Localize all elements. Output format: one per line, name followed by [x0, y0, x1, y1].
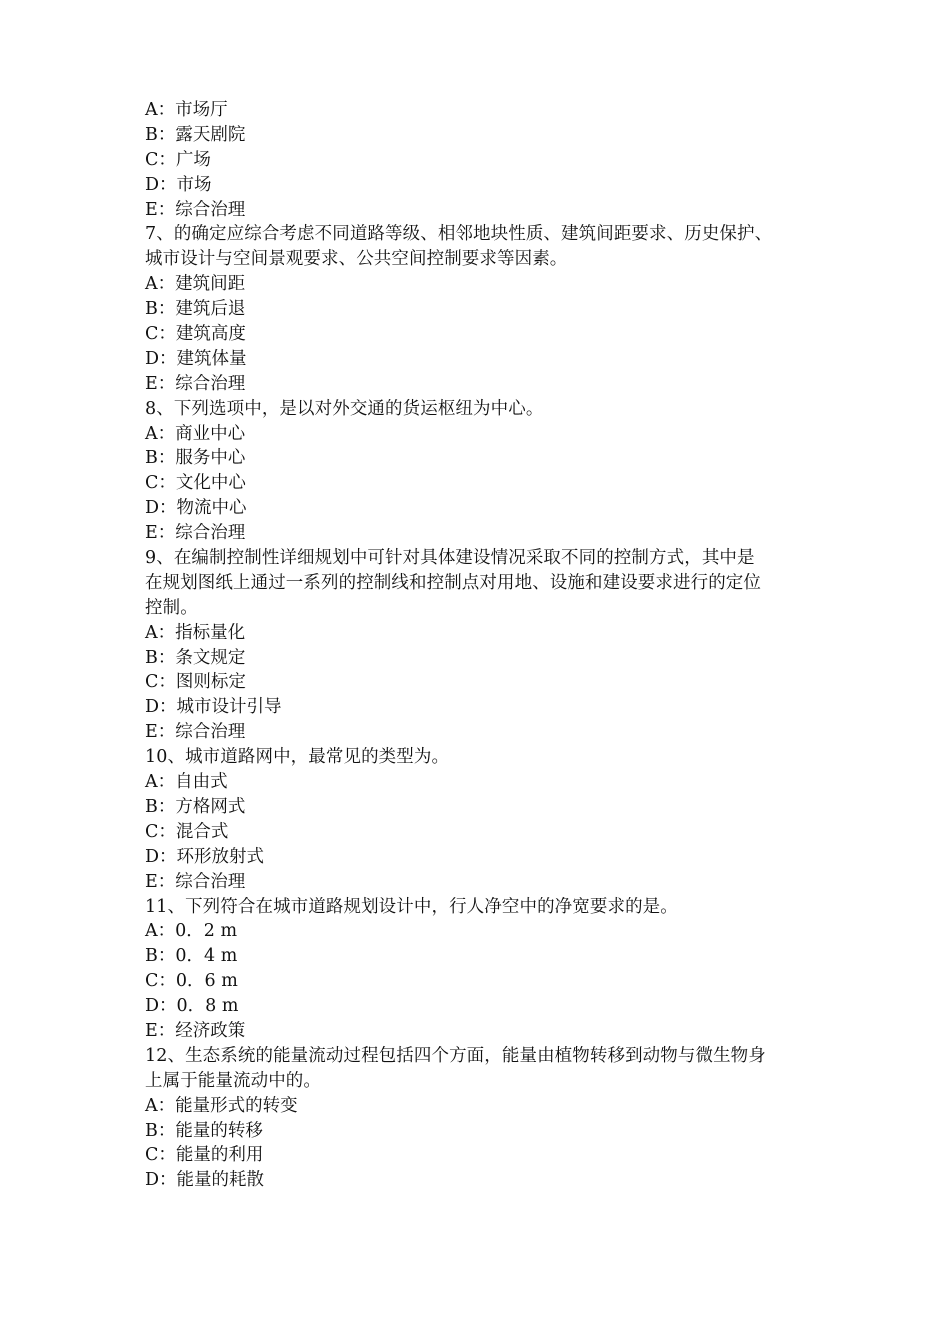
text-line: D：城市设计引导	[145, 697, 282, 718]
answer-option	[145, 123, 810, 148]
text-line: E：经济政策	[145, 1020, 246, 1041]
answer-option	[145, 322, 810, 347]
question-text	[145, 745, 810, 770]
text-line: B：露天剧院	[145, 124, 246, 145]
answer-option	[145, 173, 810, 198]
text-line: D：市场	[145, 174, 212, 195]
text-line: 上属于能量流动中的。	[145, 1070, 321, 1091]
text-line: A：建筑间距	[145, 274, 246, 295]
answer-option	[145, 1168, 810, 1193]
answer-option	[145, 870, 810, 895]
answer-option	[145, 944, 810, 969]
answer-option	[145, 1094, 810, 1119]
text-line: E：综合治理	[145, 523, 246, 544]
answer-option	[145, 471, 810, 496]
answer-option	[145, 297, 810, 322]
answer-option	[145, 621, 810, 646]
text-line: D：建筑体量	[145, 348, 247, 369]
answer-option	[145, 372, 810, 397]
text-line: C：图则标定	[145, 672, 246, 693]
text-line: 8、下列选项中，是以对外交通的货运枢纽为中心。	[145, 398, 544, 419]
text-line: D：能量的耗散	[145, 1170, 265, 1191]
text-line: E：综合治理	[145, 199, 246, 220]
text-line: A：自由式	[145, 772, 228, 793]
answer-option	[145, 1019, 810, 1044]
question-text	[145, 1044, 810, 1094]
text-line: D：0．8 m	[145, 996, 239, 1017]
answer-option	[145, 1143, 810, 1168]
text-line: E：综合治理	[145, 722, 246, 743]
text-line: C：广场	[145, 149, 211, 170]
question-text	[145, 397, 810, 422]
answer-option	[145, 1119, 810, 1144]
text-line: 12、生态系统的能量流动过程包括四个方面，能量由植物转移到动物与微生物身	[145, 1045, 766, 1066]
text-line: B：0．4 m	[145, 946, 238, 967]
text-line: B：能量的转移	[145, 1120, 263, 1141]
answer-option	[145, 695, 810, 720]
question-text	[145, 546, 810, 621]
answer-option	[145, 272, 810, 297]
answer-option	[145, 148, 810, 173]
text-line: C：0．6 m	[145, 971, 238, 992]
text-line: A：指标量化	[145, 622, 246, 643]
answer-option	[145, 994, 810, 1019]
answer-option	[145, 646, 810, 671]
answer-option	[145, 820, 810, 845]
text-line: C：建筑高度	[145, 324, 246, 345]
answer-option	[145, 496, 810, 521]
text-line: C：文化中心	[145, 473, 246, 494]
text-line: 11、下列符合在城市道路规划设计中，行人净空中的净宽要求的是。	[145, 896, 678, 917]
text-line: 在规划图纸上通过一系列的控制线和控制点对用地、设施和建设要求进行的定位	[145, 572, 761, 593]
text-line: A：市场厅	[145, 100, 228, 120]
text-line: 城市设计与空间景观要求、公共空间控制要求等因素。	[145, 249, 568, 270]
text-line: 10、城市道路网中，最常见的类型为。	[145, 747, 450, 768]
answer-option	[145, 670, 810, 695]
text-line: E：综合治理	[145, 373, 246, 394]
text-line: B：服务中心	[145, 448, 246, 469]
text-line: D：物流中心	[145, 498, 247, 519]
answer-option	[145, 198, 810, 223]
answer-option	[145, 969, 810, 994]
answer-option	[145, 770, 810, 795]
text-line: B：建筑后退	[145, 299, 246, 320]
question-text	[145, 222, 810, 272]
text-line: 控制。	[145, 597, 198, 618]
document-body	[145, 98, 810, 1193]
text-line: E：综合治理	[145, 871, 246, 892]
answer-option	[145, 446, 810, 471]
answer-option	[145, 347, 810, 372]
answer-option	[145, 919, 810, 944]
answer-option	[145, 795, 810, 820]
text-line: B：方格网式	[145, 796, 246, 817]
text-line: B：条文规定	[145, 647, 246, 668]
text-line: 7、的确定应综合考虑不同道路等级、相邻地块性质、建筑间距要求、历史保护、	[145, 224, 773, 245]
answer-option	[145, 845, 810, 870]
answer-option	[145, 521, 810, 546]
text-line: C：能量的利用	[145, 1145, 264, 1166]
text-line: 9、在编制控制性详细规划中可针对具体建设情况采取不同的控制方式，其中是	[145, 548, 755, 569]
text-line: A：商业中心	[145, 423, 246, 444]
answer-option	[145, 720, 810, 745]
answer-option	[145, 422, 810, 447]
text-line: C：混合式	[145, 821, 229, 842]
text-line: D：环形放射式	[145, 846, 265, 867]
text-line: A：0．2 m	[145, 921, 238, 942]
question-text	[145, 895, 810, 920]
answer-option	[145, 98, 810, 123]
text-line: A：能量形式的转变	[145, 1095, 298, 1116]
